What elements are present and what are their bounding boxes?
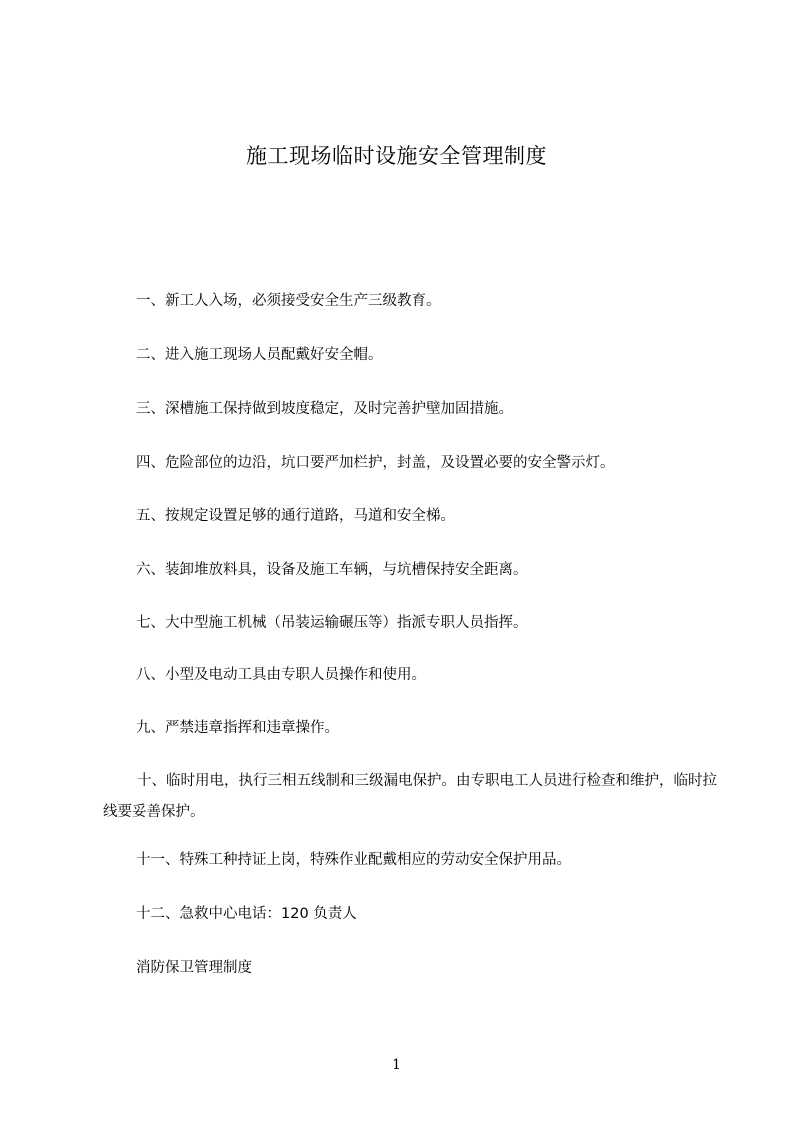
list-item-11: 十一、特殊工种持证上岗，特殊作业配戴相应的劳动安全保护用品。 — [136, 852, 571, 868]
section-heading-fire-security: 消防保卫管理制度 — [136, 960, 252, 976]
document-title: 施工现场临时设施安全管理制度 — [246, 144, 547, 168]
list-item-10: 十、临时用电，执行三相五线制和三级漏电保护。由专职电工人员进行检查和维护，临时拉线要妥善保护。 — [103, 773, 717, 820]
list-item-4: 四、危险部位的边沿，坑口要严加栏护，封盖，及设置必要的安全警示灯。 — [136, 455, 615, 471]
list-item-6: 六、装卸堆放料具，设备及施工车辆，与坑槽保持安全距离。 — [136, 562, 528, 578]
list-item-9: 九、严禁违章指挥和违章操作。 — [136, 720, 339, 736]
list-item-12: 十二、急救中心电话：120 负责人 — [136, 906, 357, 922]
list-item-3: 三、深槽施工保持做到坡度稳定，及时完善护壁加固措施。 — [136, 401, 513, 417]
page-number: 1 — [392, 1057, 401, 1073]
list-item-2: 二、进入施工现场人员配戴好安全帽。 — [136, 347, 383, 363]
list-item-7: 七、大中型施工机械（吊装运输碾压等）指派专职人员指挥。 — [136, 615, 528, 631]
list-item-8: 八、小型及电动工具由专职人员操作和使用。 — [136, 667, 426, 683]
list-item-5: 五、按规定设置足够的通行道路，马道和安全梯。 — [136, 508, 455, 524]
list-item-1: 一、新工人入场，必须接受安全生产三级教育。 — [136, 293, 441, 309]
